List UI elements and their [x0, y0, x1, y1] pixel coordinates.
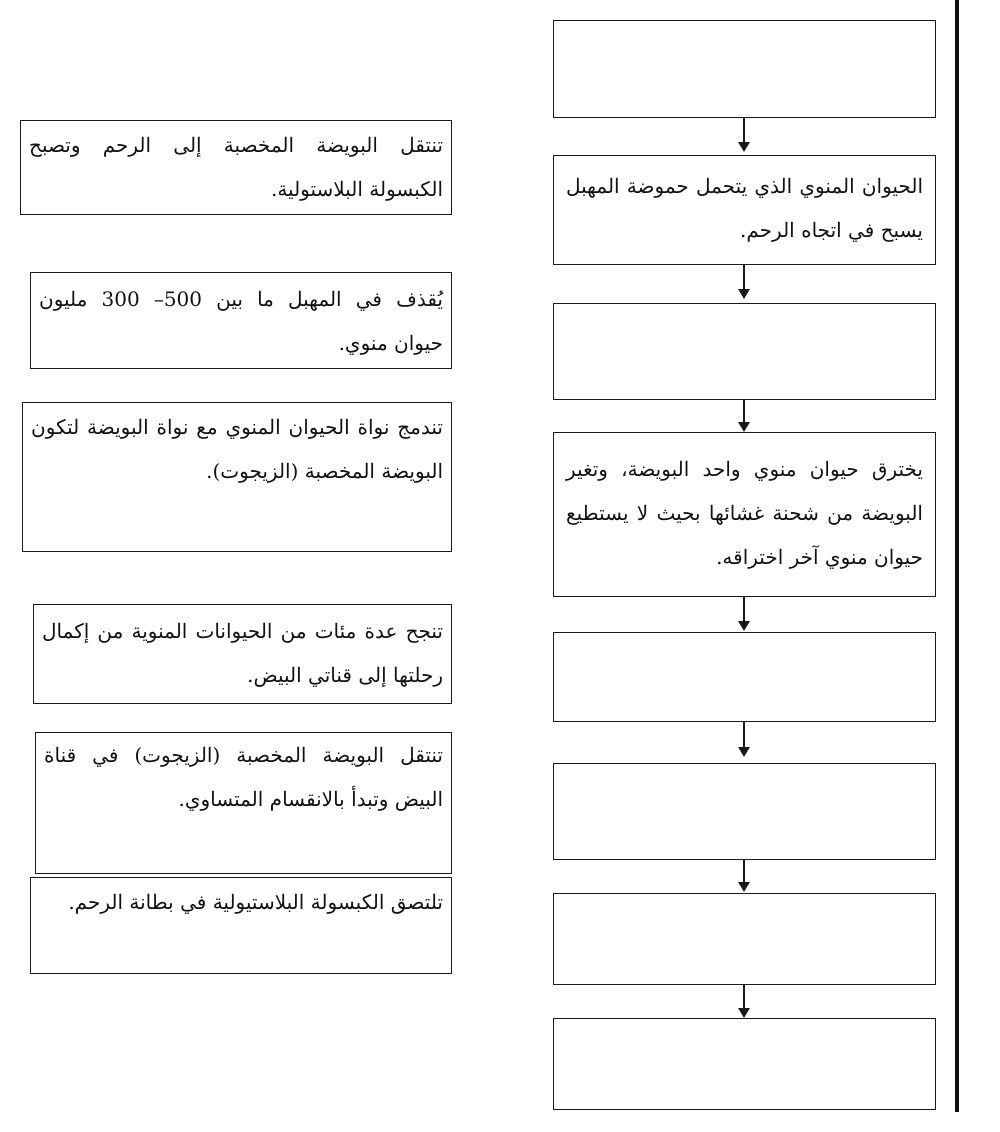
arrow-down-icon [738, 289, 750, 299]
statement-text-2: يُقذف في المهبل ما بين 500– 300 مليون حيوان منوي. [39, 287, 443, 355]
statement-text-6: تلتصق الكبسولة البلاستيولية في بطانة الرحم. [68, 890, 443, 914]
arrow-down-icon [738, 621, 750, 631]
statement-box-4[interactable] [33, 604, 452, 704]
flow-step-5[interactable] [553, 632, 936, 722]
statement-text-4: تنجح عدة مئات من الحيوانات المنوية من إكمال رحلتها إلى قناتي البيض. [42, 619, 443, 687]
page-divider [955, 0, 959, 1112]
flow-step-7[interactable] [553, 893, 936, 985]
statement-box-5[interactable] [35, 732, 452, 874]
arrow-down-icon [738, 882, 750, 892]
flow-step-6[interactable] [553, 763, 936, 860]
statement-box-6[interactable] [30, 877, 452, 974]
statement-box-3[interactable] [22, 402, 452, 552]
flow-step-3[interactable] [553, 303, 936, 400]
flow-step-text-4: يخترق حيوان منوي واحد البويضة، وتغير البويضة من شحنة غشائها بحيث لا يستطيع حيوان منوي آخر اختراقه. [566, 457, 923, 569]
statement-text-5: تنتقل البويضة المخصبة (الزيجوت) في قناة البيض وتبدأ بالانقسام المتساوي. [44, 743, 443, 811]
flow-connector-5 [743, 722, 745, 750]
flow-step-1[interactable] [553, 20, 936, 118]
statement-text-1: تنتقل البويضة المخصبة إلى الرحم وتصبح الكبسولة البلاستولية. [29, 133, 443, 201]
statement-text-3: تندمج نواة الحيوان المنوي مع نواة البويضة لتكون البويضة المخصبة (الزيجوت). [31, 415, 443, 483]
statement-box-1[interactable] [20, 120, 452, 215]
arrow-down-icon [738, 142, 750, 152]
flow-connector-2 [743, 265, 745, 292]
arrow-down-icon [738, 747, 750, 757]
flow-step-4[interactable] [553, 432, 936, 597]
flow-step-8[interactable] [553, 1018, 936, 1110]
flow-connector-1 [743, 118, 745, 145]
flow-step-text-2: الحيوان المنوي الذي يتحمل حموضة المهبل يسبح في اتجاه الرحم. [566, 174, 923, 242]
flow-connector-4 [743, 597, 745, 624]
arrow-down-icon [738, 1008, 750, 1018]
flow-step-2[interactable] [553, 155, 936, 265]
statement-box-2[interactable] [30, 272, 452, 369]
arrow-down-icon [738, 422, 750, 432]
